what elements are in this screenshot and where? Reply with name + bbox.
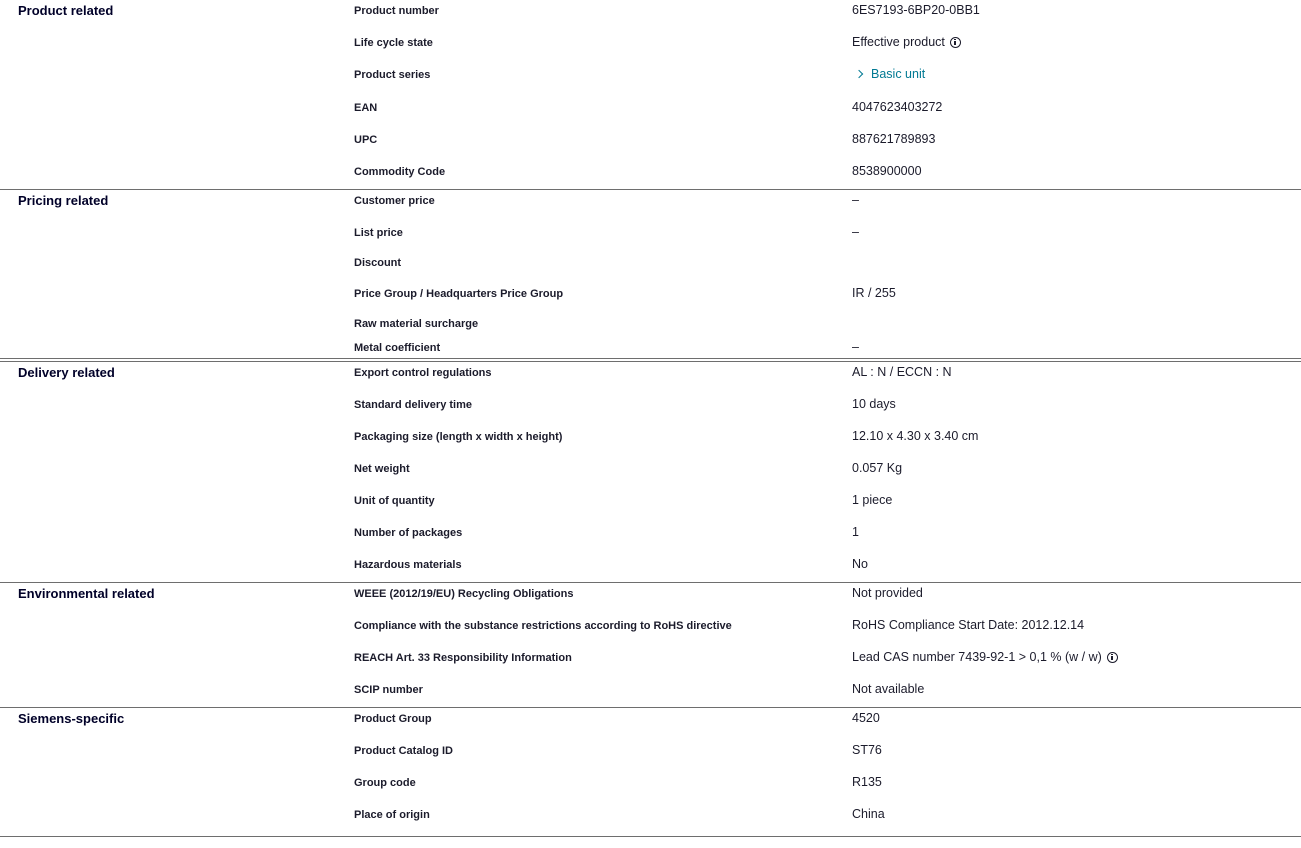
row-value: No [852,557,868,571]
table-row [0,64,1301,97]
table-row [0,362,1301,394]
row-value-container [852,618,1084,632]
row-label: Unit of quantity [354,495,435,507]
row-value-container [852,286,896,300]
row-value-container [852,711,880,725]
info-icon[interactable] [1107,652,1118,663]
row-label: List price [354,227,403,239]
row-value-container [852,525,859,539]
row-value-container [852,557,868,571]
table-row [0,190,1301,222]
row-value: – [852,340,859,354]
row-label: Commodity Code [354,166,446,178]
table-row [0,679,1301,707]
table-row [0,647,1301,679]
row-value-container [852,67,925,81]
row-label: Product series [354,69,431,81]
section-environmental-related [0,583,1301,708]
table-row [0,313,1301,337]
row-value: 887621789893 [852,132,936,146]
row-value-container [852,193,859,207]
row-value-container [852,807,885,821]
row-label: Place of origin [354,809,430,821]
row-label: Metal coefficient [354,342,441,354]
section-title: Delivery related [18,365,115,380]
row-label: SCIP number [354,684,423,696]
row-label: WEEE (2012/19/EU) Recycling Obligations [354,588,574,600]
row-label: Compliance with the substance restrictions according to RoHS directive [354,620,732,632]
row-value: 4047623403272 [852,100,943,114]
row-label: Hazardous materials [354,559,462,571]
table-row [0,583,1301,615]
section-product-related [0,0,1301,190]
row-label: Export control regulations [354,367,492,379]
row-label: Discount [354,257,402,269]
section-pricing-related [0,190,1301,359]
table-row [0,708,1301,740]
row-label: Standard delivery time [354,399,472,411]
row-value-container [852,650,1118,664]
row-value: – [852,193,859,207]
row-value-container [852,682,924,696]
row-value: 0.057 Kg [852,461,903,475]
info-icon[interactable] [950,37,961,48]
table-row [0,522,1301,554]
row-label: Product Group [354,713,432,725]
row-value-container [852,493,892,507]
table-row [0,283,1301,313]
table-row [0,161,1301,189]
row-label: Raw material surcharge [354,318,479,330]
table-row [0,222,1301,252]
table-row [0,740,1301,772]
section-delivery-related [0,362,1301,583]
table-row [0,554,1301,582]
row-label: Life cycle state [354,37,433,49]
table-row [0,426,1301,458]
row-value: 4520 [852,711,880,725]
row-value: 10 days [852,397,896,411]
table-row [0,97,1301,129]
row-value-container [852,35,961,49]
row-value: Not provided [852,586,923,600]
row-value-container [852,365,952,379]
section-title: Product related [18,3,114,18]
row-value: R135 [852,775,882,789]
table-row [0,129,1301,161]
table-row [0,458,1301,490]
row-value-container [852,397,896,411]
row-value: Lead CAS number 7439-92-1 > 0,1 % (w / w) [852,650,1102,664]
row-value-container [852,340,859,354]
row-value-container [852,225,859,239]
product-series-link[interactable] [852,67,925,81]
row-label: Number of packages [354,527,463,539]
table-row [0,337,1301,358]
table-row [0,32,1301,64]
table-row [0,0,1301,32]
row-value-container [852,132,935,146]
row-value: China [852,807,885,821]
row-label: Price Group / Headquarters Price Group [354,288,564,300]
row-label: Packaging size (length x width x height) [354,431,563,443]
row-value: Effective product [852,35,945,49]
row-value-container [852,164,922,178]
row-label: Product number [354,5,439,17]
section-title: Siemens-specific [18,711,125,726]
section-title: Environmental related [18,586,155,601]
table-row [0,772,1301,804]
link-text: Basic unit [871,67,926,81]
row-value: 12.10 x 4.30 x 3.40 cm [852,429,979,443]
table-row [0,490,1301,522]
row-value-container [852,743,882,757]
row-label: Product Catalog ID [354,745,454,757]
row-value: Not available [852,682,925,696]
table-row [0,615,1301,647]
row-value: ST76 [852,743,882,757]
table-row [0,804,1301,836]
row-value-container [852,775,882,789]
table-row [0,252,1301,283]
row-value-container [852,586,923,600]
row-value: 1 [852,525,859,539]
row-value-container [852,100,942,114]
chevron-right-icon [855,70,863,78]
row-label: EAN [354,102,378,114]
row-label: UPC [354,134,378,146]
row-label: Customer price [354,195,435,207]
row-value: 1 piece [852,493,893,507]
row-label: Group code [354,777,416,789]
row-value: – [852,225,859,239]
row-label: REACH Art. 33 Responsibility Information [354,652,572,664]
section-siemens-specific [0,708,1301,837]
table-row [0,394,1301,426]
row-value: 8538900000 [852,164,922,178]
section-title: Pricing related [18,193,109,208]
row-value: AL : N / ECCN : N [852,365,952,379]
row-value: RoHS Compliance Start Date: 2012.12.14 [852,618,1085,632]
row-value: 6ES7193-6BP20-0BB1 [852,3,980,17]
row-label: Net weight [354,463,410,475]
row-value-container [852,3,980,17]
row-value: IR / 255 [852,286,896,300]
row-value-container [852,461,902,475]
row-value-container [852,429,978,443]
